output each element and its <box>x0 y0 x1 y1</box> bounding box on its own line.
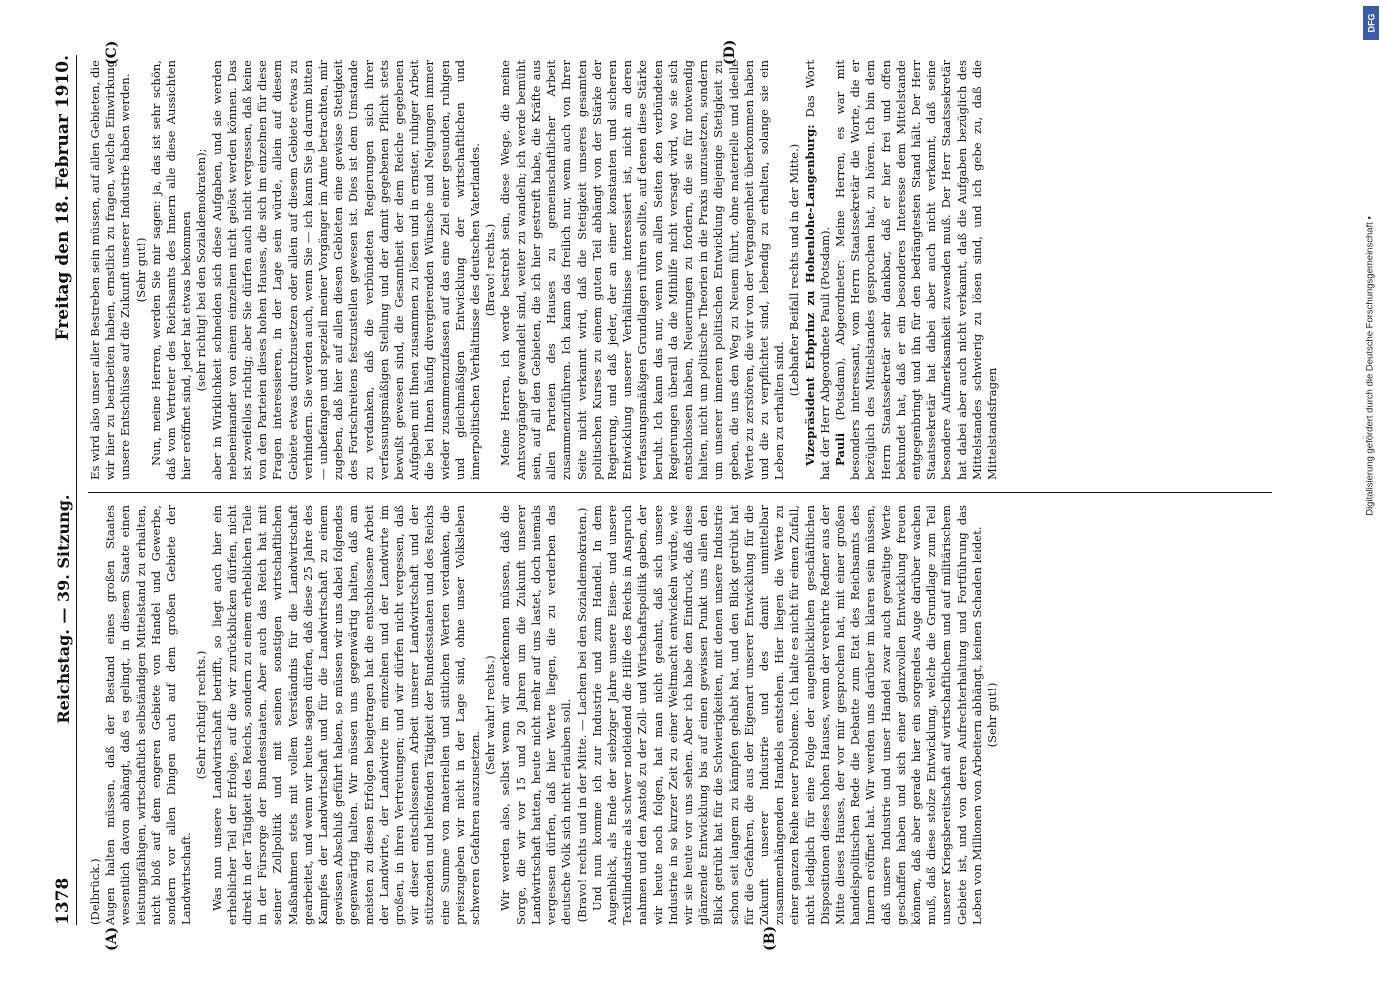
page-header <box>50 55 77 925</box>
credit-text: Digitalisierung gefördert durch die Deutsche Forschungsgemeinschaft • <box>1364 216 1376 516</box>
interjection: (Lebhafter Beifall rechts und in der Mitte.) <box>786 143 801 397</box>
paragraph: Wir werden also, selbst wenn wir anerkennen müssen, daß die Sorge, die wir vor 15 und 20 Jahren um die Zukunft unserer Landwirtschaft hatten, heute nicht mehr auf uns lastet, doch niemals vergessen dürfen, daß hier Werte liegen, die zu verderben das deutsche Volk sich nicht erlauben soll. <box>497 505 573 925</box>
paragraph: aber in Wirklichkeit schneiden sich diese Aufgaben, und sie werden nebeneinander von einem einzelnen nicht gelöst werden können. Das ist zweifellos richtig; aber Sie dürfen auch nicht vergessen, daß keine von den Parteien dieses hohen Hauses, die sich im einzelnen für diese Fragen interessieren, in der Lage sein würde, allein auf diesem Gebiete etwas durchzusetzen oder allein auf diesem Gebiete etwas zu verhindern. Sie werden auch, wenn Sie — ich kann Sie ja darum bitten — unbefangen und speziell meiner Vorgänger im Amte betrachten, mir zugeben, daß hier auf allen diesen Gebieten eine gewisse Stetigkeit des Fortschreitens festzustellen gewesen ist. Dies ist dem Umstande zu verdanken, daß die verbündeten Regierungen sich ihrer verfassungsmäßigen Stellung und der damit gegebenen Pflicht stets bewußt gewesen sind, die Gesamtheit der dem Reiche gegebenen Aufgaben mit Ihnen zusammen zu lösen und in ernster, ruhiger Arbeit die bei Ihnen häufig divergierenden Wünsche und Neigungen immer wieder zusammenzufassen auf das eine Ziel einer gesunden, ruhigen und gleichmäßigen Entwicklung der wirtschaftlichen und innerpolitischen Verhältnisse des deutschen Vaterlandes. <box>209 60 482 480</box>
interjection: (Sehr gut!) <box>133 237 148 303</box>
column-divider <box>88 492 1272 493</box>
session-title: Reichstag. — 39. Sitzung. <box>53 494 72 724</box>
left-column <box>88 505 1272 925</box>
paragraph: Nun, meine Herren, werden Sie mir sagen: ja, das ist sehr schön, daß vom Vertreter des Reichsamts des Innern alle diese Aussichten hier eröffnet sind, jeder hat etwas bekommen <box>148 60 193 480</box>
margin-marker-a: (A) <box>103 926 120 951</box>
page-number: 1378 <box>52 877 73 925</box>
digitization-credit <box>1359 46 1381 686</box>
chair-announcement <box>802 60 832 480</box>
paragraph: Und nun komme ich zur Industrie und zum Handel. In dem Augenblick, als Ende der siebziger Jahre unsere Eisen- und unsere Textilindustrie als schwer notleidend die Hilfe des Reichs in Anspruch nahmen und den Anstoß zu der Zoll- und Wirtschaftspolitik gaben, der wir heute noch folgen, hat man nicht geahnt, daß sich unsere Industrie in so kurzer Zeit zu einer Weltmacht entwickeln würde, wie wir sie heute vor uns sehen. Aber ich habe den Eindruck, daß diese glänzende Entwicklung bis auf einen gewissen Punkt uns allen den Blick getrübt hat für die Schwierigkeiten, mit denen unsere Industrie schon seit langem zu kämpfen gehabt hat, und den Blick getrübt hat für die Gefahren, die aus der Eigenart unserer Entwicklung für die Zukunft unserer Industrie und des damit unmittelbar zusammenhängenden Handels entstehen. Hier liegen die Werte zu einer ganzen Reihe neuer Probleme. Ich halte es nicht für einen Zufall, nicht lediglich für eine Folge der augenblicklichen geschäftlichen Dispositionen dieses hohen Hauses, wenn der verehrte Redner aus der Mitte dieses Hauses, der vor mir gesprochen hat, mit einer großen handelspolitischen Rede die Debatte zum Etat des Reichsamts des Innern eröffnet hat. Wir werden uns darüber im klaren sein müssen, daß unsere Industrie und unser Handel zwar auch gewaltige Werte geschaffen haben und sich einer glanzvollen Entwicklung freuen können, daß aber gerade hier ein sorgendes Auge darüber wachen muß, daß diese stolze Entwicklung, welche die Grundlage zum Teil unserer Kriegsbereitschaft auf wirtschaftlichem und auf militärischem Gebiete ist, und von deren Aufrechterhaltung und Fortführung das Leben von Millionen von Arbeitern abhängt, keinen Schaden leidet. <box>589 505 984 925</box>
speaker-reference: (Delbrück.) <box>87 858 102 925</box>
paragraph: Es wird also unser aller Bestreben sein müssen, auf allen Gebieten, die wir hier zu bearbeiten haben, ernstlich zu fragen, welche Einwirkung unsere Entschlüsse auf die Zukunft unserer Industrie haben werden. <box>87 60 132 480</box>
session-date: Freitag den 18. Februar 1910. <box>52 55 73 341</box>
paragraph: Meine Herren, ich werde bestrebt sein, diese Wege, die meine Amtsvorgänger gewandelt sind, weiter zu wandeln; ich werde bemüht sein, auf all den Gebieten, die ich hier gestreift habe, die Kräfte aus allen Parteien des Hauses zu gemeinschaftlicher Arbeit zusammenzuführen. Ich kann das freilich nur, wenn auch von Ihrer Seite nicht verkannt wird, daß die Stetigkeit unseres gesamten politischen Kurses zu einem guten Teil abhängt von der Stärke der Regierung, und daß jeder, der an einer konstanten und sicheren Entwicklung unserer Verhältnisse interessiert ist, nicht an deren verfassungsmäßigen Grundlagen rühren sollte, auf denen diese Stärke beruht. Ich kann das nur, wenn von allen Seiten den verbündeten Regierungen überall da die Mithilfe nicht versagt wird, wo sie sich entschlossen haben, Neuerungen zu fordern, die sie für notwendig halten, nicht um politische Theorien in die Praxis umzusetzen, sondern um unserer inneren politischen Entwicklung diejenige Stetigkeit zu geben, die uns den Weg zu Neuem führt, ohne materielle und ideelle Werte zu zerstören, die wir von der Vergangenheit überkommen haben und die zu verpflichtet sind, lebendig zu erhalten, solange sie ein Leben zu erhalten sind. <box>497 60 786 480</box>
chair-statement: Das Wort hat der Herr Abgeordnete Pauli (Potsdam). <box>802 60 832 480</box>
dfg-logo: DFG <box>1363 6 1379 40</box>
paragraph: Was nun unsere Landwirtschaft betrifft, so liegt auch hier ein erheblicher Teil der Erfolge, auf die wir zurückblicken dürfen, nicht direkt in der Tätigkeit des Reichs, sondern zu einem erheblichen Teile in der Fürsorge der Bundesstaaten. Aber auch das Reich hat mit seiner Zollpolitik und mit seinen sonstigen wirtschaftlichen Maßnahmen stets mit vollem Verständnis für die Landwirtschaft gearbeitet, und wenn wir heute sagen dürfen, daß diese 25 Jahre des Kampfes der Landwirtschaft und für die Landwirtschaft zu einem gewissen Abschluß geführt haben, so müssen wir uns dabei folgendes gegenwärtig halten. Wir müssen uns gegenwärtig halten, daß am meisten zu diesen Erfolgen beigetragen hat die entschlossene Arbeit der Landwirte, der Landwirte im einzelnen und der Landwirte im großen, in ihren Vertretungen; und wir dürfen nicht vergessen, daß wir dieser entschlossenen Arbeit unserer Landwirtschaft und der stützenden und helfenden Tätigkeit der Bundesstaaten und des Reichs eine Summe von materiellen und sittlichen Werten verdanken, die preiszugeben wir nicht in der Lage sind, ohne unser Volksleben schweren Gefahren auszusetzen. <box>209 505 482 925</box>
chair-name: Vizepräsident Erbprinz zu Hohenlohe-Langenburg: <box>802 124 817 466</box>
interjection: (Sehr gut!) <box>984 682 999 748</box>
interjection: (sehr richtig! bei den Sozialdemokraten); <box>193 148 208 392</box>
document-page <box>32 35 1292 965</box>
interjection: (Bravo! rechts und in der Mitte. — Lachen bei den Sozialdemokraten.) <box>574 507 588 923</box>
interjection: (Sehr richtig! rechts.) <box>193 650 208 780</box>
interjection: (Bravo! rechts.) <box>482 223 497 317</box>
margin-marker-c: (C) <box>103 40 120 65</box>
margin-marker-b: (B) <box>761 925 778 951</box>
margin-marker-d: (D) <box>721 39 738 65</box>
speech-start <box>832 60 999 480</box>
paragraph: Augen halten müssen, daß der Bestand eines großen Staates wesentlich davon abhängt, daß es gelingt, in diesem Staate einen leistungsfähigen, wirtschaftlich selbständigen Mittelstand zu erhalten, nicht bloß auf dem engeren Gebiete von Handel und Gewerbe, sondern vor allen Dingen auch auf dem großen Gebiete der Landwirtschaft. <box>102 505 193 925</box>
speech-text: (Potsdam), Abgeordneter: Meine Herren, es war mit besonders interessant, vom Herrn Staatssekretär die Worte, die er bezüglich des Mittelstandes gesprochen hat, zu hören. Ich bin dem Herrn Staatssekretär sehr dankbar, daß er hier frei und offen bekundet hat, daß er ein besonderes Interesse dem Mittelstande entgegenbringt und ihn für den bedrängtesten Stand hält. Der Herr Staatssekretär hat dabei aber auch nicht verkannt, daß seine besondere Aufmerksamkeit zuwenden muß. Der Herr Staatssekretär hat dabei aber auch nicht verkannt, daß die Aufgaben bezüglich des Mittelstandes schwierig zu lösen sind, und ich gebe zu, daß die Mittelstandsfragen <box>832 60 999 480</box>
right-column <box>88 60 1272 480</box>
speaker-name: Pauli <box>832 432 847 466</box>
interjection: (Sehr wahr! rechts.) <box>482 655 497 775</box>
